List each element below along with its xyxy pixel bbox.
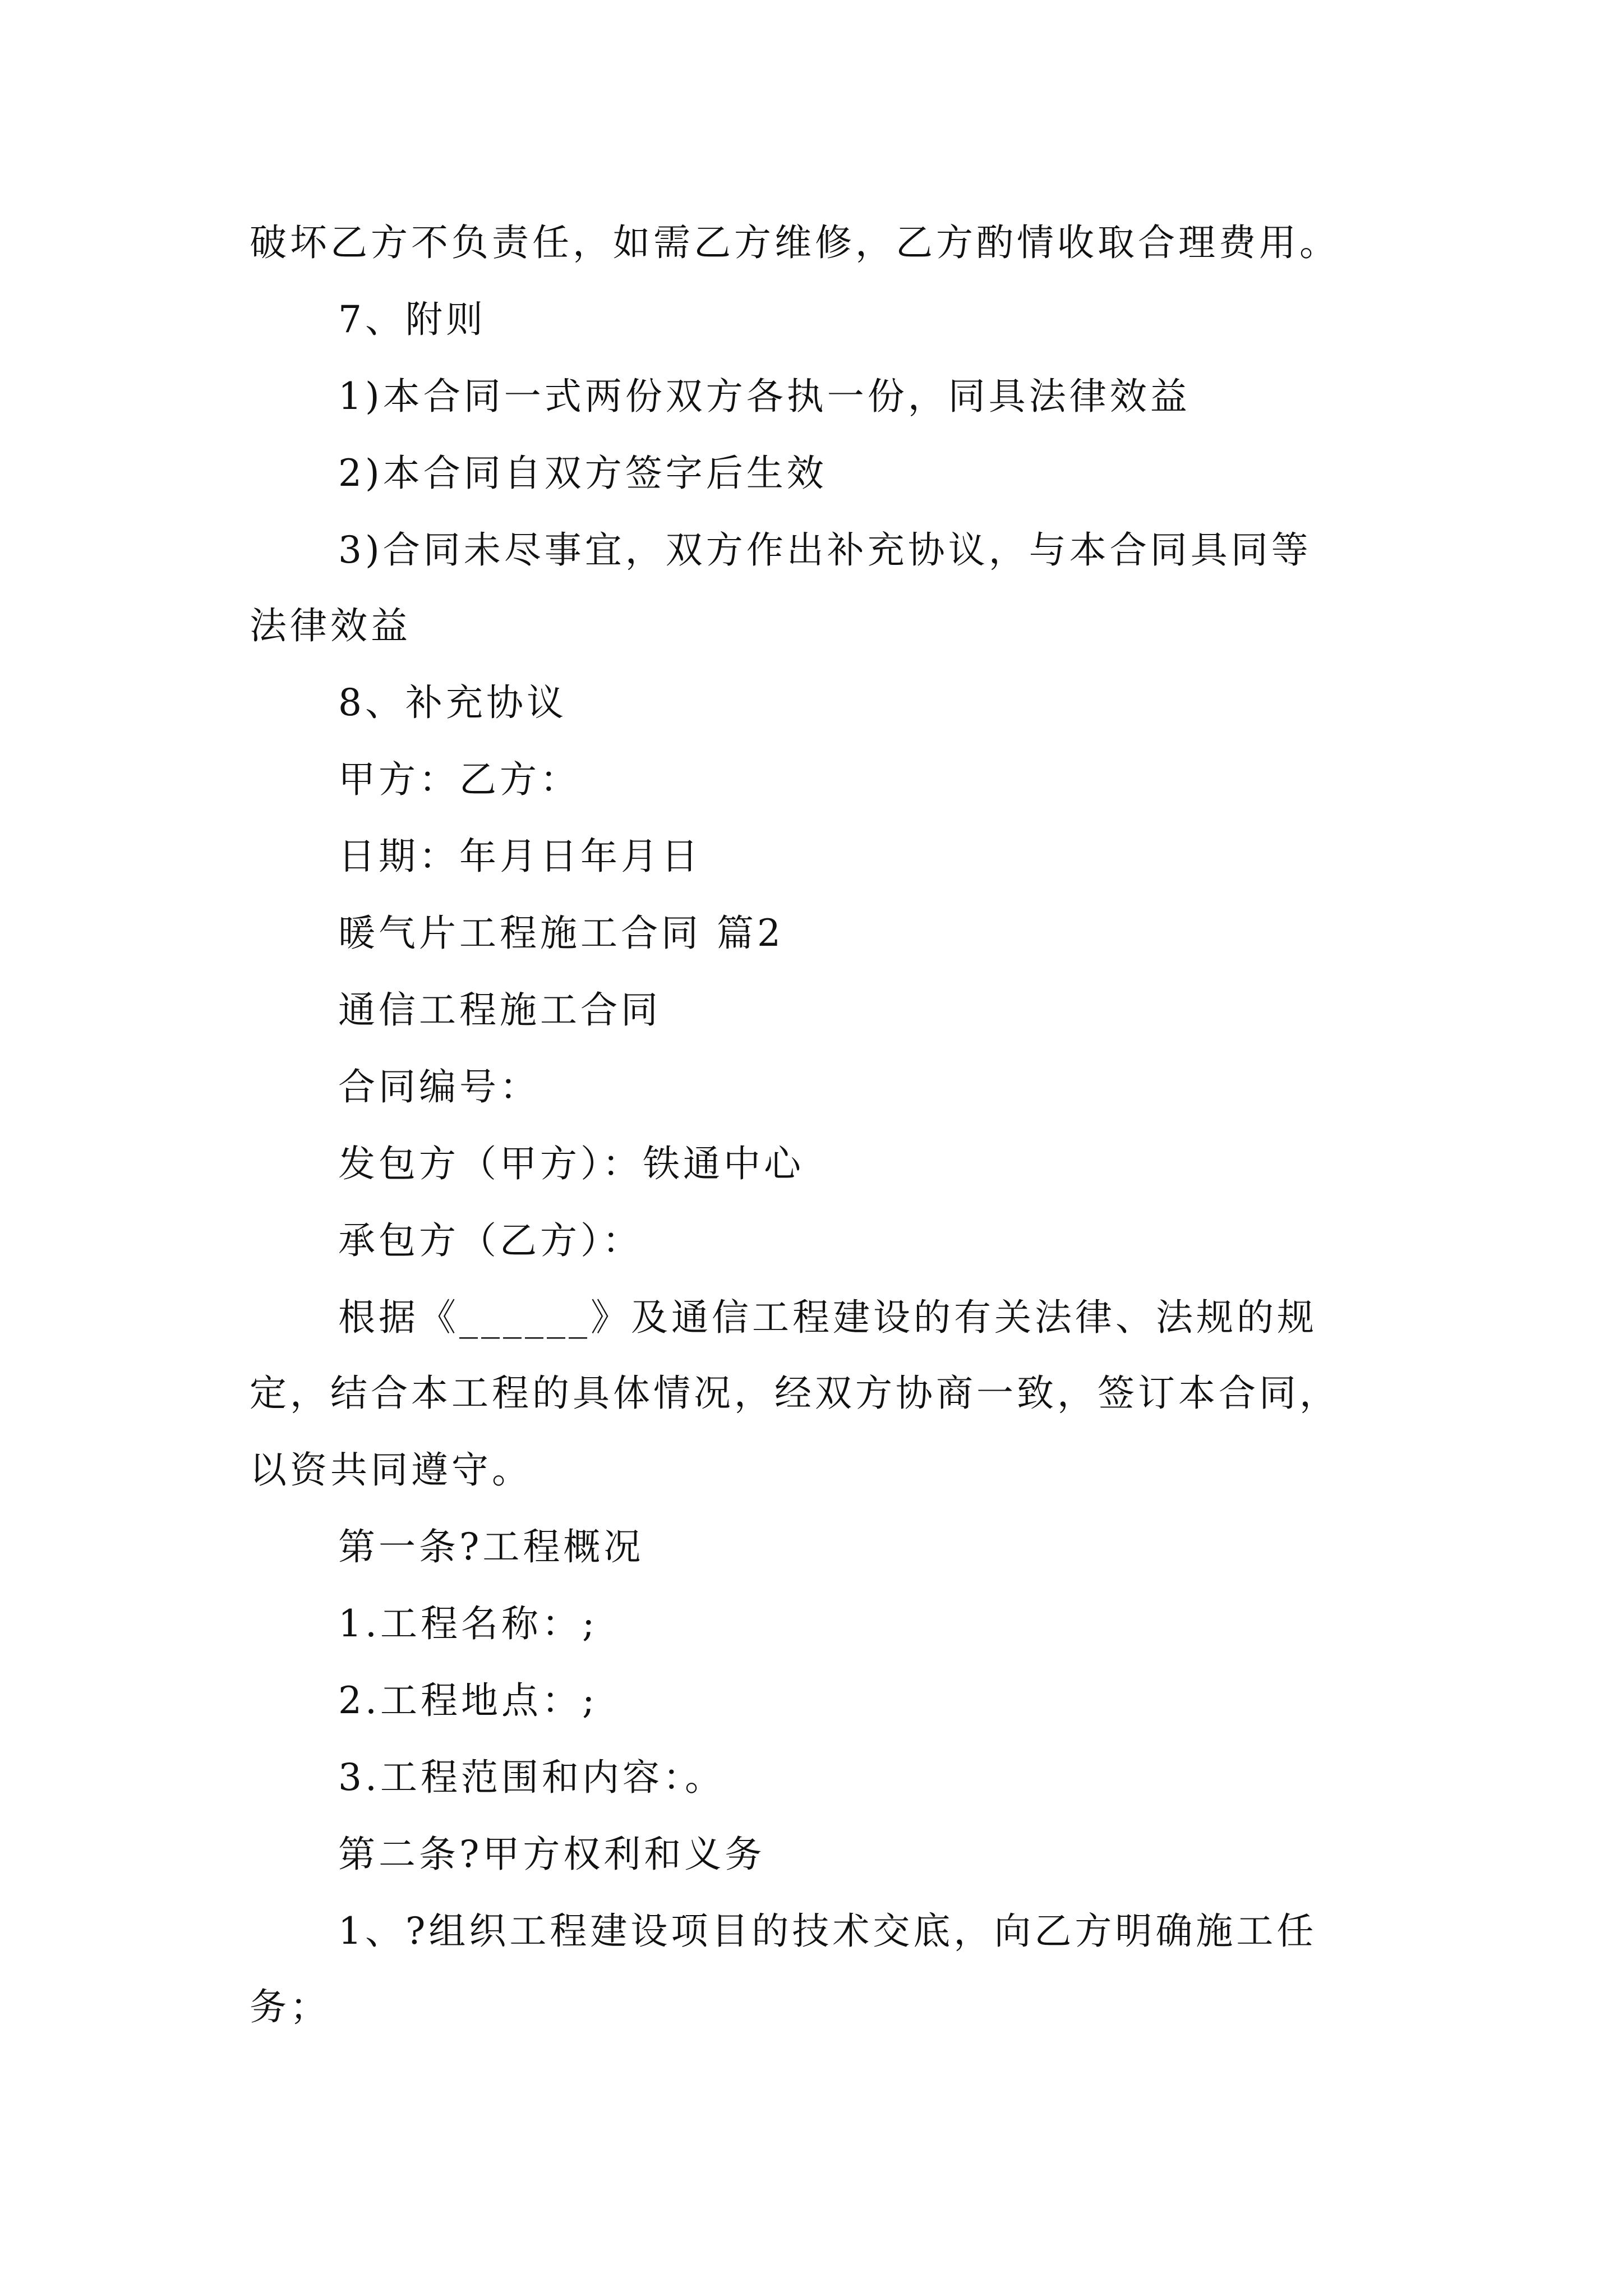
text-line: 定，结合本工程的具体情况，经双方协商一致，签订本合同，	[250, 1372, 1340, 1415]
section-heading: 7、附则	[338, 298, 486, 341]
text-line: 2)本合同自双方签字后生效	[338, 452, 827, 495]
signature-line: 甲方：乙方：	[338, 758, 580, 801]
list-item: 2.工程地点：;	[338, 1679, 598, 1722]
text-line: 1)本合同一式两份双方各执一份，同具法律效益	[338, 375, 1191, 418]
text-line: 根据《______》及通信工程建设的有关法律、法规的规	[338, 1296, 1317, 1339]
text-line: 3)合同未尽事宜，双方作出补充协议，与本合同具同等	[338, 528, 1312, 572]
list-item: 1.工程名称：;	[338, 1602, 598, 1645]
section-heading: 8、补充协议	[338, 681, 567, 724]
text-line: 法律效益	[250, 604, 411, 647]
article-heading: 第二条?甲方权利和义务	[338, 1833, 766, 1876]
text-line: 以资共同遵守。	[250, 1448, 532, 1492]
contract-title: 通信工程施工合同	[338, 988, 661, 1032]
list-item: 3.工程范围和内容：。	[338, 1756, 725, 1799]
contract-number-line: 合同编号：	[338, 1065, 540, 1108]
article-heading: 第一条?工程概况	[338, 1525, 644, 1568]
party-b-line: 承包方（乙方）：	[338, 1219, 643, 1262]
text-line: 破坏乙方不负责任，如需乙方维修，乙方酌情收取合理费用。	[250, 221, 1340, 264]
text-line: 务；	[250, 1985, 330, 2028]
list-item: 1、?组织工程建设项目的技术交底，向乙方明确施工任	[338, 1910, 1317, 1953]
document-title: 暖气片工程施工合同 篇2	[338, 912, 784, 955]
date-line: 日期：年月日年月日	[338, 835, 702, 878]
party-a-line: 发包方（甲方）：铁通中心	[338, 1142, 804, 1185]
